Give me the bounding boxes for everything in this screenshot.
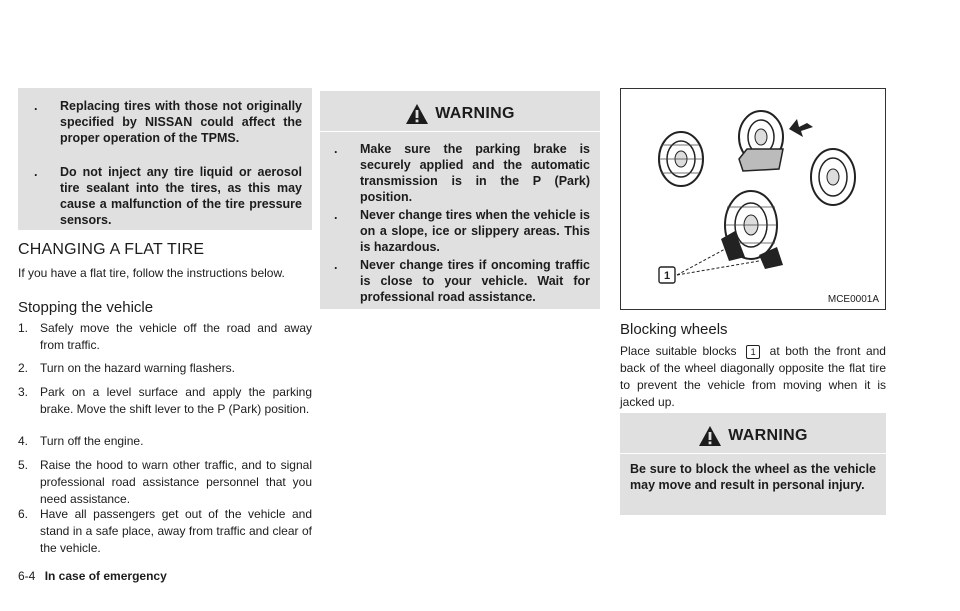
figure-code: MCE0001A xyxy=(827,294,879,305)
bullet-marker: . xyxy=(334,142,338,156)
step-text: Turn off the engine. xyxy=(40,434,144,448)
step-text: Have all passengers get out of the vehicle and stand in a safe place, away from traffic and clear of the vehicle. xyxy=(40,507,312,555)
tire-icon xyxy=(659,132,703,186)
intro-text: If you have a flat tire, follow the instructions below. xyxy=(18,266,285,280)
bullet-marker: . xyxy=(34,165,38,179)
step-number: 3. xyxy=(18,385,29,399)
warning-box xyxy=(320,91,600,309)
bullet-text: Never change tires if oncoming traffic is close to your vehicle. Wait for professional road assistance. xyxy=(360,258,590,304)
warning-text: Be sure to block the wheel as the vehicle may move and result in personal injury. xyxy=(630,462,876,492)
warning-triangle-icon xyxy=(698,425,722,447)
step-text: Safely move the vehicle off the road and away from traffic. xyxy=(40,321,312,352)
page-footer xyxy=(18,569,167,583)
wheel-blocks-figure xyxy=(620,88,886,310)
subheading-stopping: Stopping the vehicle xyxy=(18,299,154,316)
step-text: Turn on the hazard warning flashers. xyxy=(40,361,235,375)
warning-box xyxy=(620,413,886,515)
page-number: 6-4 xyxy=(18,569,36,583)
tire-icon xyxy=(811,149,855,205)
warning-title: WARNING xyxy=(435,105,515,122)
step-number: 4. xyxy=(18,434,29,448)
bullet-text: Never change tires when the vehicle is on a slope, ice or slippery areas. This is hazardous. xyxy=(360,208,590,254)
section-heading: CHANGING A FLAT TIRE xyxy=(18,241,205,258)
tpms-notes-box xyxy=(18,88,312,230)
bullet-marker: . xyxy=(334,208,338,222)
warning-header xyxy=(620,417,886,455)
step-number: 1. xyxy=(18,321,29,335)
bullet-text: Replacing tires with those not originally specified by NISSAN could affect the proper operation of the TPMS. xyxy=(60,99,302,145)
tire-with-chock-icon xyxy=(721,191,783,269)
step-text: Park on a level surface and apply the parking brake. Move the shift lever to the P (Park) position. xyxy=(40,385,312,416)
blocking-body xyxy=(620,343,886,411)
subheading-blocking: Blocking wheels xyxy=(620,321,728,338)
callout-1-label: 1 xyxy=(663,270,671,282)
bullet-text: Make sure the parking brake is securely applied and the automatic transmission is in the P (Park) position. xyxy=(360,142,590,204)
warning-header xyxy=(320,95,600,133)
blocking-body-after: at both the front and back of the wheel diagonally opposite the flat tire to prevent the vehicle from moving when it is jacked up. xyxy=(620,344,886,409)
bullet-text: Do not inject any tire liquid or aerosol tire sealant into the tires, as this may cause a malfunction of the tire pressure sensors. xyxy=(60,165,302,227)
warning-triangle-icon xyxy=(405,103,429,125)
tire-with-block-icon xyxy=(739,111,783,171)
step-text: Raise the hood to warn other traffic, and to signal professional road assistance personnel that you need assistance. xyxy=(40,458,312,506)
bullet-marker: . xyxy=(34,99,38,113)
section-name: In case of emergency xyxy=(44,569,167,583)
step-number: 5. xyxy=(18,458,29,472)
warning-title: WARNING xyxy=(728,427,808,444)
bullet-marker: . xyxy=(334,258,338,272)
warning-divider xyxy=(620,453,886,454)
blocking-body-before: Place suitable blocks xyxy=(620,344,737,358)
wheel-blocks-illustration xyxy=(621,89,885,309)
warning-divider xyxy=(320,131,600,132)
step-number: 6. xyxy=(18,507,29,521)
direction-arrow-icon xyxy=(789,119,813,137)
callout-1-inline: 1 xyxy=(746,345,760,359)
step-number: 2. xyxy=(18,361,29,375)
